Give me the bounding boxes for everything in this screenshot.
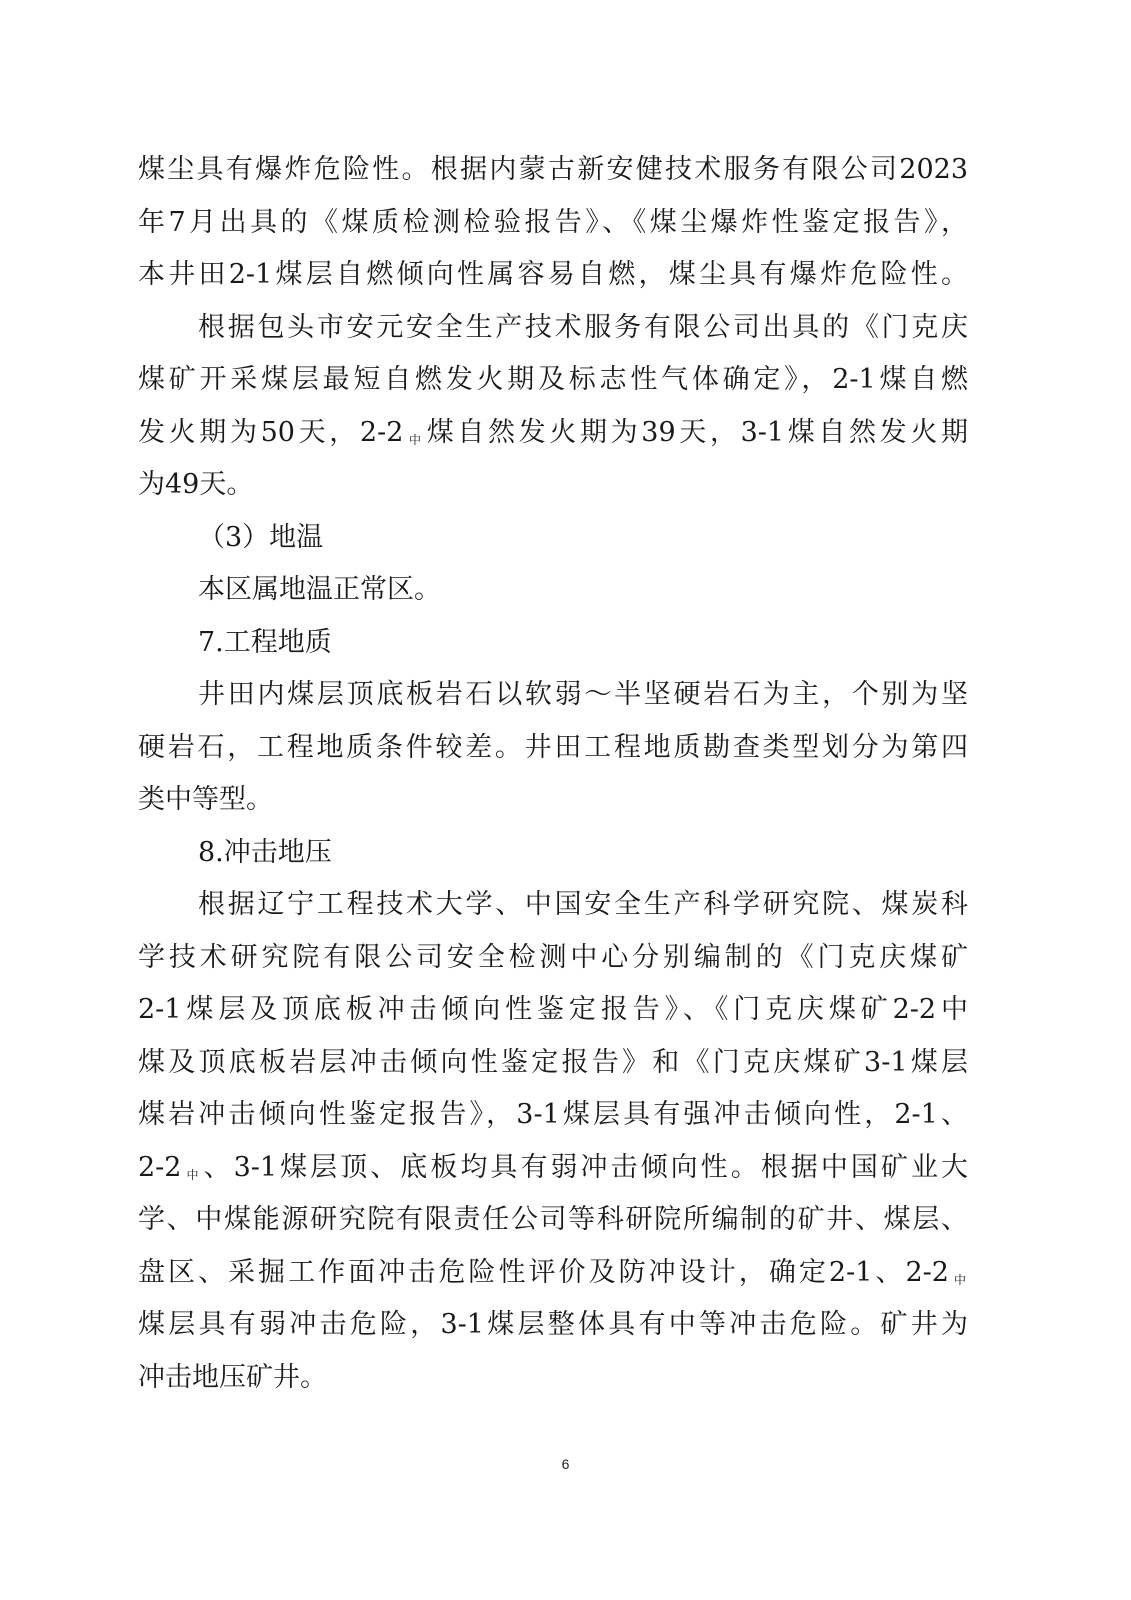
text-segment: 、3-1煤层顶、底板均具有弱冲击倾向性。根据中国矿业大 — [203, 1151, 968, 1183]
text-line: 根据包头市安元安全生产技术服务有限公司出具的《门克庆 — [198, 311, 968, 343]
text-line: 根据辽宁工程技术大学、中国安全生产科学研究院、煤炭科 — [198, 889, 968, 920]
text-line — [138, 1142, 968, 1195]
text-line — [138, 1247, 968, 1300]
text-line: 年7月出具的《煤质检测检验报告》、《煤尘爆炸性鉴定报告》， — [138, 206, 968, 238]
subscript: 中 — [183, 1167, 202, 1182]
text-segment: 2-2 — [138, 1151, 182, 1183]
text-segment: 煤自然发火期为39天，3-1煤自然发火期 — [426, 416, 968, 448]
page-number: 6 — [561, 1456, 570, 1472]
section-heading: 7.工程地质 — [198, 626, 332, 658]
text-line: 学技术研究院有限公司安全检测中心分别编制的《门克庆煤矿 — [138, 941, 968, 973]
text-line: 为49天。 — [138, 469, 254, 500]
text-line: 井田内煤层顶底板岩石以软弱～半坚硬岩石为主，个别为坚 — [198, 679, 968, 710]
text-line: 硬岩石，工程地质条件较差。井田工程地质勘查类型划分为第四 — [138, 731, 968, 763]
subscript: 中 — [950, 1272, 966, 1287]
text-line — [138, 407, 968, 460]
section-heading: （3）地温 — [198, 521, 324, 553]
text-line: 本区属地温正常区。 — [198, 574, 441, 605]
text-line: 煤及顶底板岩层冲击倾向性鉴定报告》和《门克庆煤矿3-1煤层 — [138, 1046, 968, 1078]
text-segment: 盘区、采掘工作面冲击危险性评价及防冲设计，确定2-1、2-2 — [138, 1256, 949, 1288]
text-line: 冲击地压矿井。 — [138, 1361, 327, 1393]
text-line: 类中等型。 — [138, 784, 273, 815]
section-heading: 8.冲击地压 — [198, 836, 332, 868]
text-line: 煤矿开采煤层最短自燃发火期及标志性气体确定》，2-1煤自燃 — [138, 364, 968, 395]
text-line: 煤岩冲击倾向性鉴定报告》，3-1煤层具有强冲击倾向性，2-1、 — [138, 1099, 968, 1130]
text-line: 2-1煤层及顶底板冲击倾向性鉴定报告》、《门克庆煤矿2-2中 — [138, 994, 968, 1025]
text-line: 本井田2-1煤层自燃倾向性属容易自燃，煤尘具有爆炸危险性。 — [138, 259, 968, 290]
subscript: 中 — [405, 432, 425, 447]
text-line: 学、中煤能源研究院有限责任公司等科研院所编制的矿井、煤层、 — [138, 1204, 968, 1235]
body-text — [138, 144, 968, 1404]
text-segment: 发火期为50天，2-2 — [138, 416, 404, 448]
text-line: 煤层具有弱冲击危险，3-1煤层整体具有中等冲击危险。矿井为 — [138, 1309, 968, 1340]
text-line: 煤尘具有爆炸危险性。根据内蒙古新安健技术服务有限公司2023 — [138, 154, 968, 185]
